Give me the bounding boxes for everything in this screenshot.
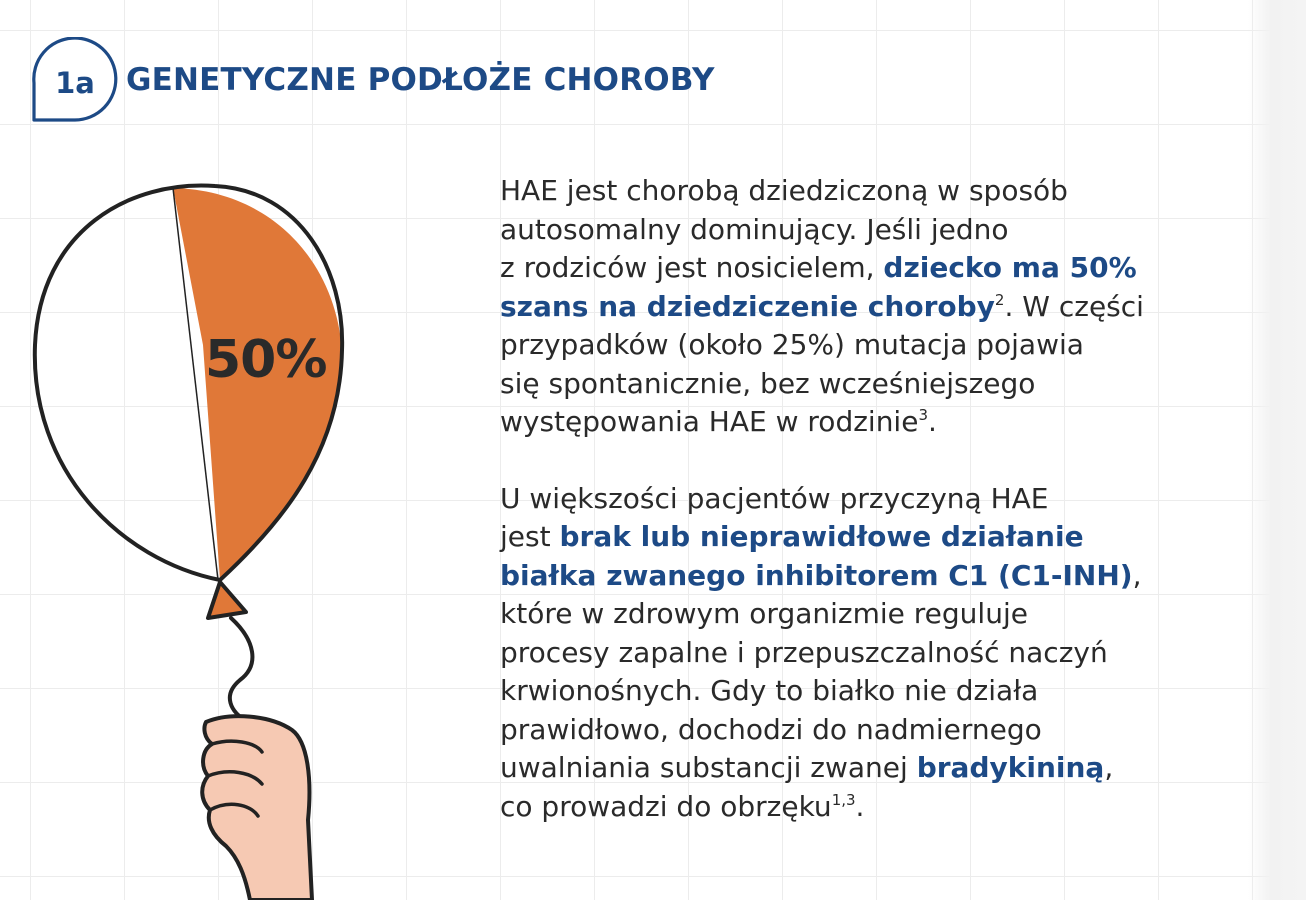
- text-line: prawidłowo, dochodzi do nadmiernego: [500, 712, 1042, 746]
- balloon-knot: [208, 582, 246, 618]
- highlight-text: dziecko ma 50%: [883, 251, 1137, 284]
- paragraph-inheritance: [500, 172, 1220, 442]
- text-line: z rodziców jest nosicielem,: [500, 251, 884, 284]
- text-line: .: [928, 405, 937, 438]
- text-line: autosomalny dominujący. Jeśli jedno: [500, 212, 1009, 246]
- footnote-ref: 1,3: [831, 790, 856, 809]
- text-line: . W części: [1004, 289, 1144, 323]
- highlight-text: brak lub nieprawidłowe działanie: [559, 520, 1084, 553]
- text-line: procesy zapalne i przepuszczalność naczyń: [500, 635, 1108, 669]
- paragraph-c1-inh: [500, 480, 1220, 827]
- section-badge: [30, 37, 120, 123]
- highlight-text: szans na dziedziczenie choroby: [500, 289, 995, 323]
- text-line: ,: [1104, 751, 1114, 784]
- balloon-illustration: [0, 170, 360, 900]
- text-line: .: [855, 789, 865, 823]
- highlight-text: bradykininą: [916, 751, 1105, 784]
- text-line: HAE jest chorobą dziedziczoną w sposób: [500, 174, 1068, 207]
- section-header: [30, 36, 715, 124]
- text-line: przypadków (około 25%) mutacja pojawia: [500, 328, 1084, 361]
- text-line: występowania HAE w rodzinie: [500, 405, 919, 438]
- main-text: [500, 172, 1220, 826]
- text-line: co prowadzi do obrzęku: [500, 789, 832, 823]
- text-line: uwalniania substancji zwanej: [500, 751, 917, 784]
- balloon-percentage-label: 50%: [205, 330, 327, 390]
- text-line: jest: [500, 520, 560, 553]
- text-line: U większości pacjentów przyczyną HAE: [500, 481, 1049, 515]
- text-line: ,: [1132, 558, 1142, 592]
- page-edge-shade: [1248, 0, 1306, 900]
- footnote-ref: 3: [918, 406, 928, 424]
- text-line: krwionośnych. Gdy to białko nie działa: [500, 674, 1039, 707]
- highlight-text: białka zwanego inhibitorem C1 (C1-INH): [500, 558, 1133, 592]
- page-title: GENETYCZNE PODŁOŻE CHOROBY: [126, 62, 715, 98]
- footnote-ref: 2: [994, 290, 1005, 309]
- section-number: 1a: [55, 66, 95, 100]
- text-line: się spontanicznie, bez wcześniejszego: [500, 366, 1036, 400]
- text-line: które w zdrowym organizmie reguluje: [500, 597, 1028, 630]
